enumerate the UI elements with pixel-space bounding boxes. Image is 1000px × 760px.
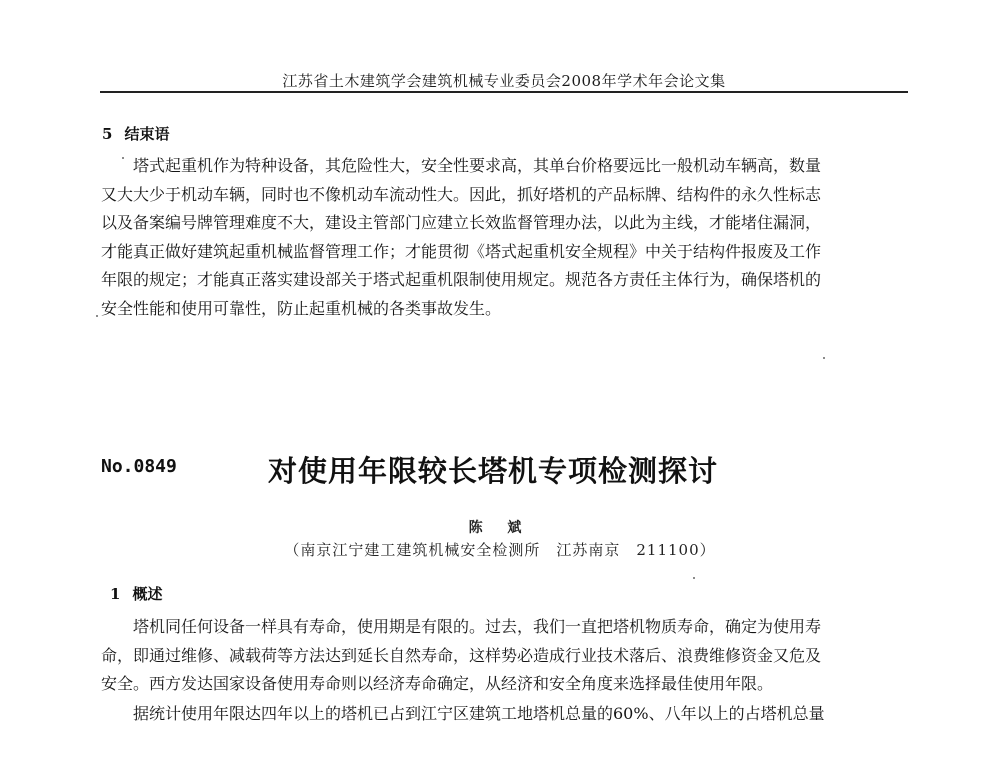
paragraph-line: 才能真正做好建筑起重机械监督管理工作；才能贯彻《塔式起重机安全规程》中关于结构件报废及工作 [101, 241, 822, 261]
paragraph-line: 塔机同任何设备一样具有寿命，使用期是有限的。过去，我们一直把塔机物质寿命，确定为使用寿 [133, 617, 822, 636]
section-1-heading [110, 583, 162, 604]
author-name: 陈 斌 [468, 520, 532, 536]
section-1-number: 1 [110, 585, 121, 603]
paragraph-line: 安全性能和使用可靠性，防止起重机械的各类事故发生。 [101, 298, 502, 318]
author-affiliation: （南京江宁建工建筑机械安全检测所 江苏南京 211100） [284, 541, 716, 559]
scan-speck [823, 357, 825, 359]
paragraph-line: 又大大少于机动车辆，同时也不像机动车流动性大。因此，抓好塔机的产品标牌、结构件的永久性标志 [101, 184, 822, 204]
paragraph-line: 塔式起重机作为特种设备，其危险性大，安全性要求高，其单台价格要远比一般机动车辆高，数量 [133, 156, 822, 175]
header-rule [100, 91, 908, 93]
section-1-title: 概述 [132, 585, 163, 603]
section-1-paragraph-1 [101, 613, 907, 699]
section-5-paragraph [101, 152, 907, 324]
paragraph-line: 以及备案编号牌管理难度不大，建设主管部门应建立长效监督管理办法，以此为主线，才能堵住漏洞， [101, 213, 822, 233]
section-5-title: 结束语 [124, 125, 170, 143]
section-5-heading [102, 123, 169, 144]
scan-speck [122, 157, 124, 159]
section-5-number: 5 [102, 125, 113, 143]
paragraph-line: 年限的规定；才能真正落实建设部关于塔式起重机限制使用规定。规范各方责任主体行为，确保塔机的 [101, 270, 822, 290]
paragraph-line: 命，即通过维修、减载荷等方法达到延长自然寿命，这样势必造成行业技术落后、浪费维修资金又危及 [101, 645, 822, 665]
paper-title: 对使用年限较长塔机专项检测探讨 [268, 454, 719, 488]
section-1-paragraph-2 [101, 700, 907, 729]
running-header: 江苏省土木建筑学会建筑机械专业委员会2008年学术年会论文集 [282, 72, 726, 90]
paragraph-line: 据统计使用年限达四年以上的塔机已占到江宁区建筑工地塔机总量的60%、八年以上的占塔机总量 [133, 704, 825, 723]
paragraph-line: 安全。西方发达国家设备使用寿命则以经济寿命确定，从经济和安全角度来选择最佳使用年限。 [101, 674, 774, 694]
scan-speck [693, 577, 695, 579]
paper-number: No.0849 [101, 456, 177, 477]
scan-speck [96, 315, 98, 317]
